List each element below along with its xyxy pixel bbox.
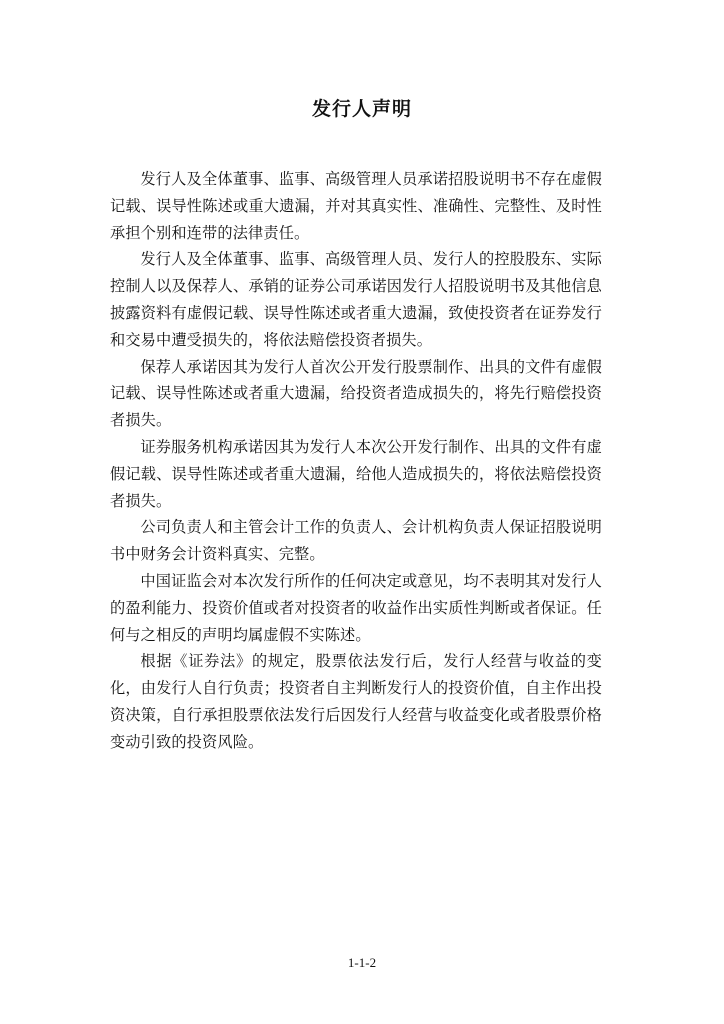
paragraph-1: 发行人及全体董事、监事、高级管理人员承诺招股说明书不存在虚假记载、误导性陈述或重大遗漏，并对其真实性、准确性、完整性、及时性承担个别和连带的法律责任。 [110,170,602,242]
statement-body [110,166,602,756]
paragraph-6: 中国证监会对本次发行所作的任何决定或意见，均不表明其对发行人的盈利能力、投资价值或者对投资者的收益作出实质性判断或者保证。任何与之相反的声明均属虚假不实陈述。 [110,571,602,644]
paragraph-7: 根据《证券法》的规定，股票依法发行后，发行人经营与收益的变化，由发行人自行负责；投资者自主判断发行人的投资价值，自主作出投资决策，自行承担股票依法发行后因发行人经营与收益变化或者股票价格变动引致的投资风险。 [110,652,602,751]
paragraph-5: 公司负责人和主管会计工作的负责人、会计机构负责人保证招股说明书中财务会计资料真实、完整。 [110,518,602,564]
page-title: 发行人声明 [311,98,412,120]
paragraph-3: 保荐人承诺因其为发行人首次公开发行股票制作、出具的文件有虚假记载、误导性陈述或者重大遗漏，给投资者造成损失的，将先行赔偿投资者损失。 [110,357,602,430]
paragraph-4: 证券服务机构承诺因其为发行人本次公开发行制作、出具的文件有虚假记载、误导性陈述或者重大遗漏，给他人造成损失的，将依法赔偿投资者损失。 [110,437,602,510]
paragraph-2: 发行人及全体董事、监事、高级管理人员、发行人的控股股东、实际控制人以及保荐人、承销的证券公司承诺因发行人招股说明书及其他信息披露资料有虚假记载、误导性陈述或者重大遗漏，致使投资者在证券发行和交易中遭受损失的，将依法赔偿投资者损失。 [110,250,602,349]
page-number: 1-1-2 [347,955,377,970]
